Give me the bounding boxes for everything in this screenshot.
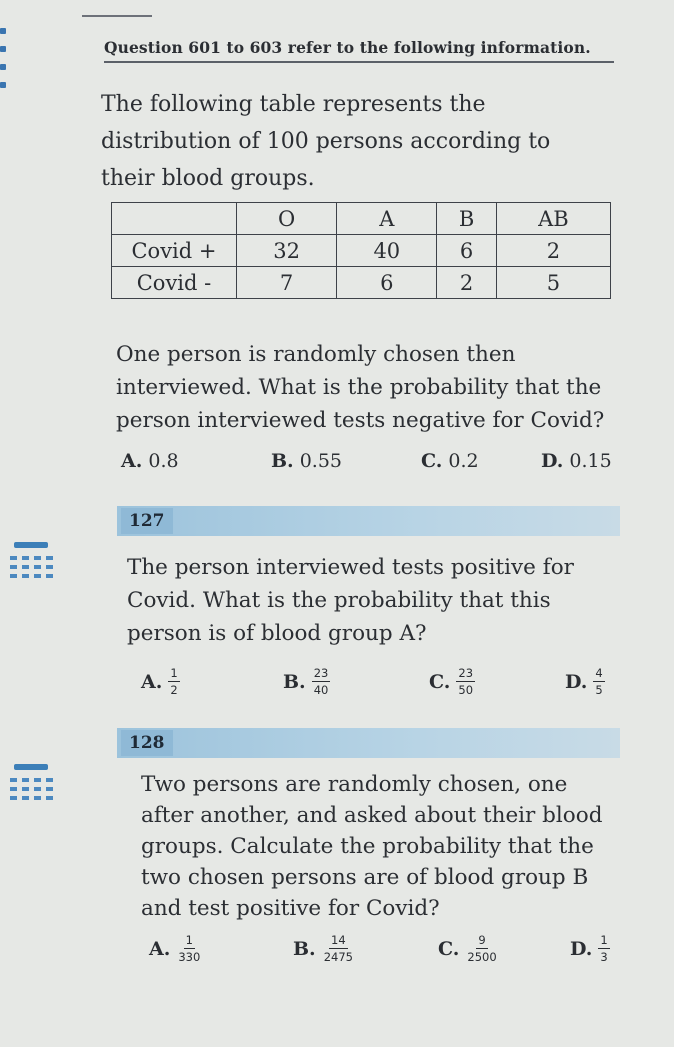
numerator: 23 — [313, 666, 329, 680]
choice-a[interactable] — [121, 450, 179, 472]
row-label: Covid + — [112, 235, 237, 267]
fraction — [322, 933, 355, 964]
numerator: 14 — [331, 933, 346, 947]
choice-b[interactable] — [293, 933, 355, 964]
denominator: 2 — [170, 683, 178, 697]
choice-c[interactable] — [438, 933, 499, 964]
question-1-text: One person is randomly chosen then interviewed. What is the probability that the person interviewed tests negative for Covid? — [116, 342, 605, 433]
calculator-icon[interactable] — [0, 758, 62, 820]
choice-value: 0.55 — [299, 450, 342, 472]
table-cell: 6 — [337, 267, 437, 299]
table-cell: 2 — [437, 267, 496, 299]
denominator: 40 — [313, 683, 329, 697]
fraction — [456, 666, 475, 697]
choice-letter: D. — [565, 670, 588, 693]
denominator: 50 — [458, 683, 474, 697]
choice-c[interactable] — [421, 450, 479, 472]
table-header-cell: B — [437, 203, 496, 235]
table-header-cell: O — [237, 203, 337, 235]
table-cell: 6 — [437, 235, 496, 267]
table-header-row — [112, 203, 611, 235]
table-cell: 2 — [496, 235, 610, 267]
row-label: Covid - — [112, 267, 237, 299]
choice-letter: C. — [421, 450, 443, 472]
numerator: 23 — [458, 666, 474, 680]
fraction — [465, 933, 498, 964]
choice-b[interactable] — [283, 666, 330, 697]
table-row — [112, 235, 611, 267]
choice-b[interactable] — [271, 450, 342, 472]
question-number-badge: 128 — [121, 730, 173, 756]
table-header-cell — [112, 203, 237, 235]
choice-letter: A. — [141, 670, 163, 693]
fraction — [168, 666, 179, 697]
numerator: 1 — [170, 666, 178, 680]
numerator: 1 — [600, 933, 608, 947]
choice-d[interactable] — [565, 666, 605, 697]
denominator: 2475 — [323, 950, 353, 964]
choice-value: 0.2 — [448, 450, 479, 472]
choice-letter: C. — [438, 937, 460, 960]
fraction — [176, 933, 202, 964]
choice-value: 0.8 — [148, 450, 179, 472]
choice-letter: B. — [293, 937, 316, 960]
choice-value: 0.15 — [569, 450, 612, 472]
choice-letter: C. — [429, 670, 451, 693]
choice-d[interactable] — [570, 933, 610, 964]
fraction — [312, 666, 331, 697]
choice-d[interactable] — [541, 450, 612, 472]
denominator: 5 — [595, 683, 603, 697]
margin-marks — [0, 28, 10, 100]
question-3-text: Two persons are randomly chosen, one after another, and asked about their blood groups. Calculate the probability that the two chosen persons are of blood group B and test positive for Covid? — [141, 772, 603, 921]
choice-letter: A. — [149, 937, 171, 960]
question-3-choices — [0, 933, 674, 973]
table-cell: 40 — [337, 235, 437, 267]
denominator: 3 — [600, 950, 608, 964]
numerator: 1 — [185, 933, 193, 947]
choice-letter: B. — [271, 450, 294, 472]
numerator: 9 — [478, 933, 486, 947]
table-cell: 7 — [237, 267, 337, 299]
question-2-text: The person interviewed tests positive for Covid. What is the probability that this person is of blood group A? — [127, 555, 574, 646]
question-2-choices — [0, 666, 674, 706]
question-127-bar — [117, 506, 620, 536]
choice-letter: B. — [283, 670, 306, 693]
fraction — [598, 933, 609, 964]
intro-text: The following table represents the distribution of 100 persons according to their blood groups. — [101, 92, 551, 191]
question-number-badge: 127 — [121, 508, 173, 534]
choice-a[interactable] — [141, 666, 180, 697]
table-header-cell: AB — [496, 203, 610, 235]
choice-letter: D. — [570, 937, 593, 960]
blood-group-table — [111, 202, 611, 299]
question-128-bar — [117, 728, 620, 758]
denominator: 330 — [178, 950, 201, 964]
table-header-cell: A — [337, 203, 437, 235]
top-rule — [82, 15, 152, 17]
choice-letter: D. — [541, 450, 564, 472]
numerator: 4 — [595, 666, 603, 680]
choice-c[interactable] — [429, 666, 475, 697]
table-row — [112, 267, 611, 299]
fraction — [593, 666, 604, 697]
question-1-choices — [0, 450, 674, 490]
choice-a[interactable] — [149, 933, 202, 964]
calculator-icon[interactable] — [0, 536, 62, 598]
choice-letter: A. — [121, 450, 143, 472]
section-header: Question 601 to 603 refer to the following information. — [104, 38, 614, 63]
table-cell: 5 — [496, 267, 610, 299]
table-cell: 32 — [237, 235, 337, 267]
denominator: 2500 — [467, 950, 497, 964]
